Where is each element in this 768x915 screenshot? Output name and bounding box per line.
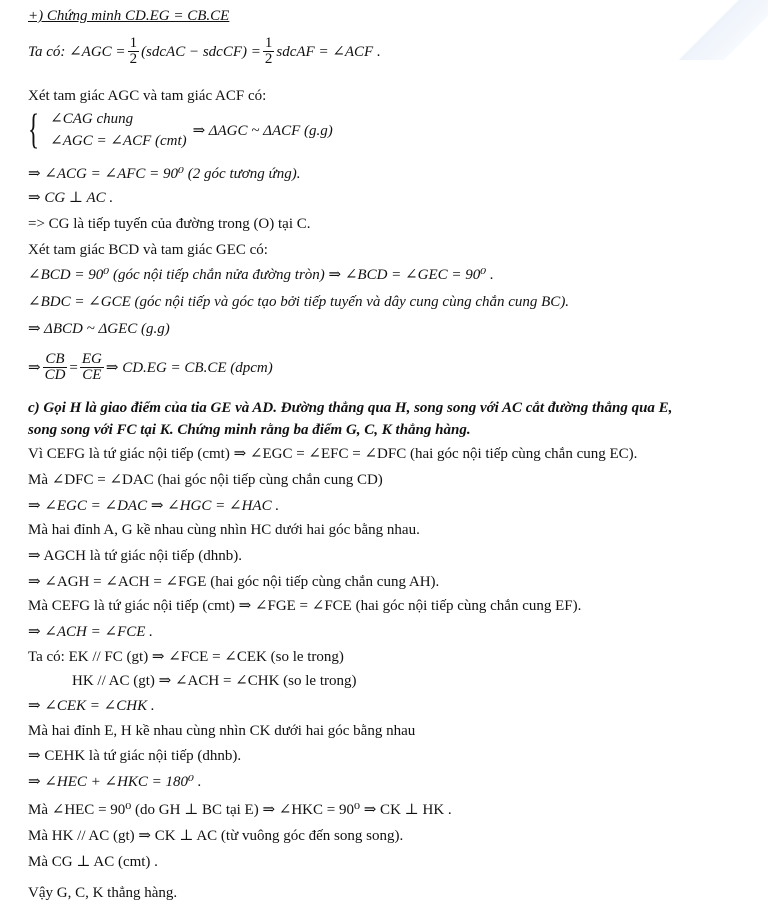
text-line: ⇒ AGCH là tứ giác nội tiếp (dhnb). bbox=[28, 548, 242, 564]
fraction-half-2: $\frac{1}{2}$ bbox=[264, 35, 273, 67]
text-line: Mà ∠HEC = 90⁰ (do GH ⊥ BC tại E) ⇒ ∠HKC = 90⁰ ⇒ CK ⊥ HK . bbox=[28, 802, 452, 818]
equation-system: { ∠CAG chung ∠AGC = ∠ACF (cmt) ⇒ ΔAGC ~ ΔACF (g.g) bbox=[28, 107, 333, 153]
fraction-cb-cd: $\frac{CB}{CD}$ bbox=[44, 351, 66, 383]
text-line: ⇒ ∠ACG = ∠AFC = 90⁰ (2 góc tương ứng). bbox=[28, 166, 301, 182]
text-line: ⇒ ∠CEK = ∠CHK . bbox=[28, 698, 155, 714]
text-line: ⇒ CG ⊥ AC . bbox=[28, 190, 114, 206]
text-line: HK // AC (gt) ⇒ ∠ACH = ∠CHK (so le trong) bbox=[72, 673, 357, 689]
proof-line-ratio: ⇒ $\frac{CB}{CD}$ = $\frac{EG}{CE}$ ⇒ CD.EG = CB.CE (dpcm) bbox=[28, 351, 273, 383]
text-line: Mà hai đỉnh A, G kề nhau cùng nhìn HC dưới hai góc bằng nhau. bbox=[28, 522, 420, 538]
proof-line-angle-agc: Ta có: ∠AGC = $\frac{1}{2}$ (sdcAC − sdcCF) = $\frac{1}{2}$ sdcAF = ∠ACF . bbox=[28, 35, 381, 67]
text-line: Xét tam giác AGC và tam giác ACF có: bbox=[28, 88, 267, 104]
text-line: ∠BDC = ∠GCE (góc nội tiếp và góc tạo bởi tiếp tuyến và dây cung cùng chắn cung BC). bbox=[28, 294, 570, 310]
text-line: Ta có: EK // FC (gt) ⇒ ∠FCE = ∠CEK (so le trong) bbox=[28, 649, 344, 665]
corner-watermark bbox=[678, 0, 768, 60]
text-line: Mà CG ⊥ AC (cmt) . bbox=[28, 854, 158, 870]
text-line: Mà ∠DFC = ∠DAC (hai góc nội tiếp cùng chắn cung CD) bbox=[28, 472, 383, 488]
problem-statement: c) Gọi H là giao điểm của tia GE và AD. Đường thẳng qua H, song song với AC cắt đường thẳng qua E, bbox=[28, 400, 673, 416]
text-line: Xét tam giác BCD và tam giác GEC có: bbox=[28, 242, 268, 258]
text-line: ⇒ ∠HEC + ∠HKC = 180⁰ . bbox=[28, 774, 202, 790]
conclusion: Vậy G, C, K thẳng hàng. bbox=[28, 885, 178, 901]
fraction-eg-ce: $\frac{EG}{CE}$ bbox=[81, 351, 102, 383]
text-line: Mà hai đỉnh E, H kề nhau cùng nhìn CK dưới hai góc bằng nhau bbox=[28, 723, 416, 739]
text-line: ⇒ ∠AGH = ∠ACH = ∠FGE (hai góc nội tiếp cùng chắn cung AH). bbox=[28, 574, 440, 590]
section-heading: +) Chứng minh CD.EG = CB.CE bbox=[28, 8, 230, 24]
text-line: Mà CEFG là tứ giác nội tiếp (cmt) ⇒ ∠FGE = ∠FCE (hai góc nội tiếp cùng chắn cung EF). bbox=[28, 598, 582, 614]
text-line: ∠BCD = 90⁰ (góc nội tiếp chắn nửa đường tròn) ⇒ ∠BCD = ∠GEC = 90⁰ . bbox=[28, 267, 494, 283]
text-line: ⇒ ∠EGC = ∠DAC ⇒ ∠HGC = ∠HAC . bbox=[28, 498, 280, 514]
text-line: ⇒ CEHK là tứ giác nội tiếp (dhnb). bbox=[28, 748, 242, 764]
text-line: Mà HK // AC (gt) ⇒ CK ⊥ AC (từ vuông góc đến song song). bbox=[28, 828, 404, 844]
problem-statement: song song với FC tại K. Chứng minh rằng ba điểm G, C, K thẳng hàng. bbox=[28, 422, 471, 438]
brace-icon: { bbox=[28, 107, 40, 153]
text-line: ⇒ ∠ACH = ∠FCE . bbox=[28, 624, 153, 640]
fraction-half: $\frac{1}{2}$ bbox=[129, 35, 138, 67]
text-line: Vì CEFG là tứ giác nội tiếp (cmt) ⇒ ∠EGC = ∠EFC = ∠DFC (hai góc nội tiếp cùng chắn cung EC). bbox=[28, 446, 638, 462]
text-line: => CG là tiếp tuyến của đường trong (O) tại C. bbox=[28, 216, 311, 232]
text-line: ⇒ ΔBCD ~ ΔGEC (g.g) bbox=[28, 321, 170, 337]
